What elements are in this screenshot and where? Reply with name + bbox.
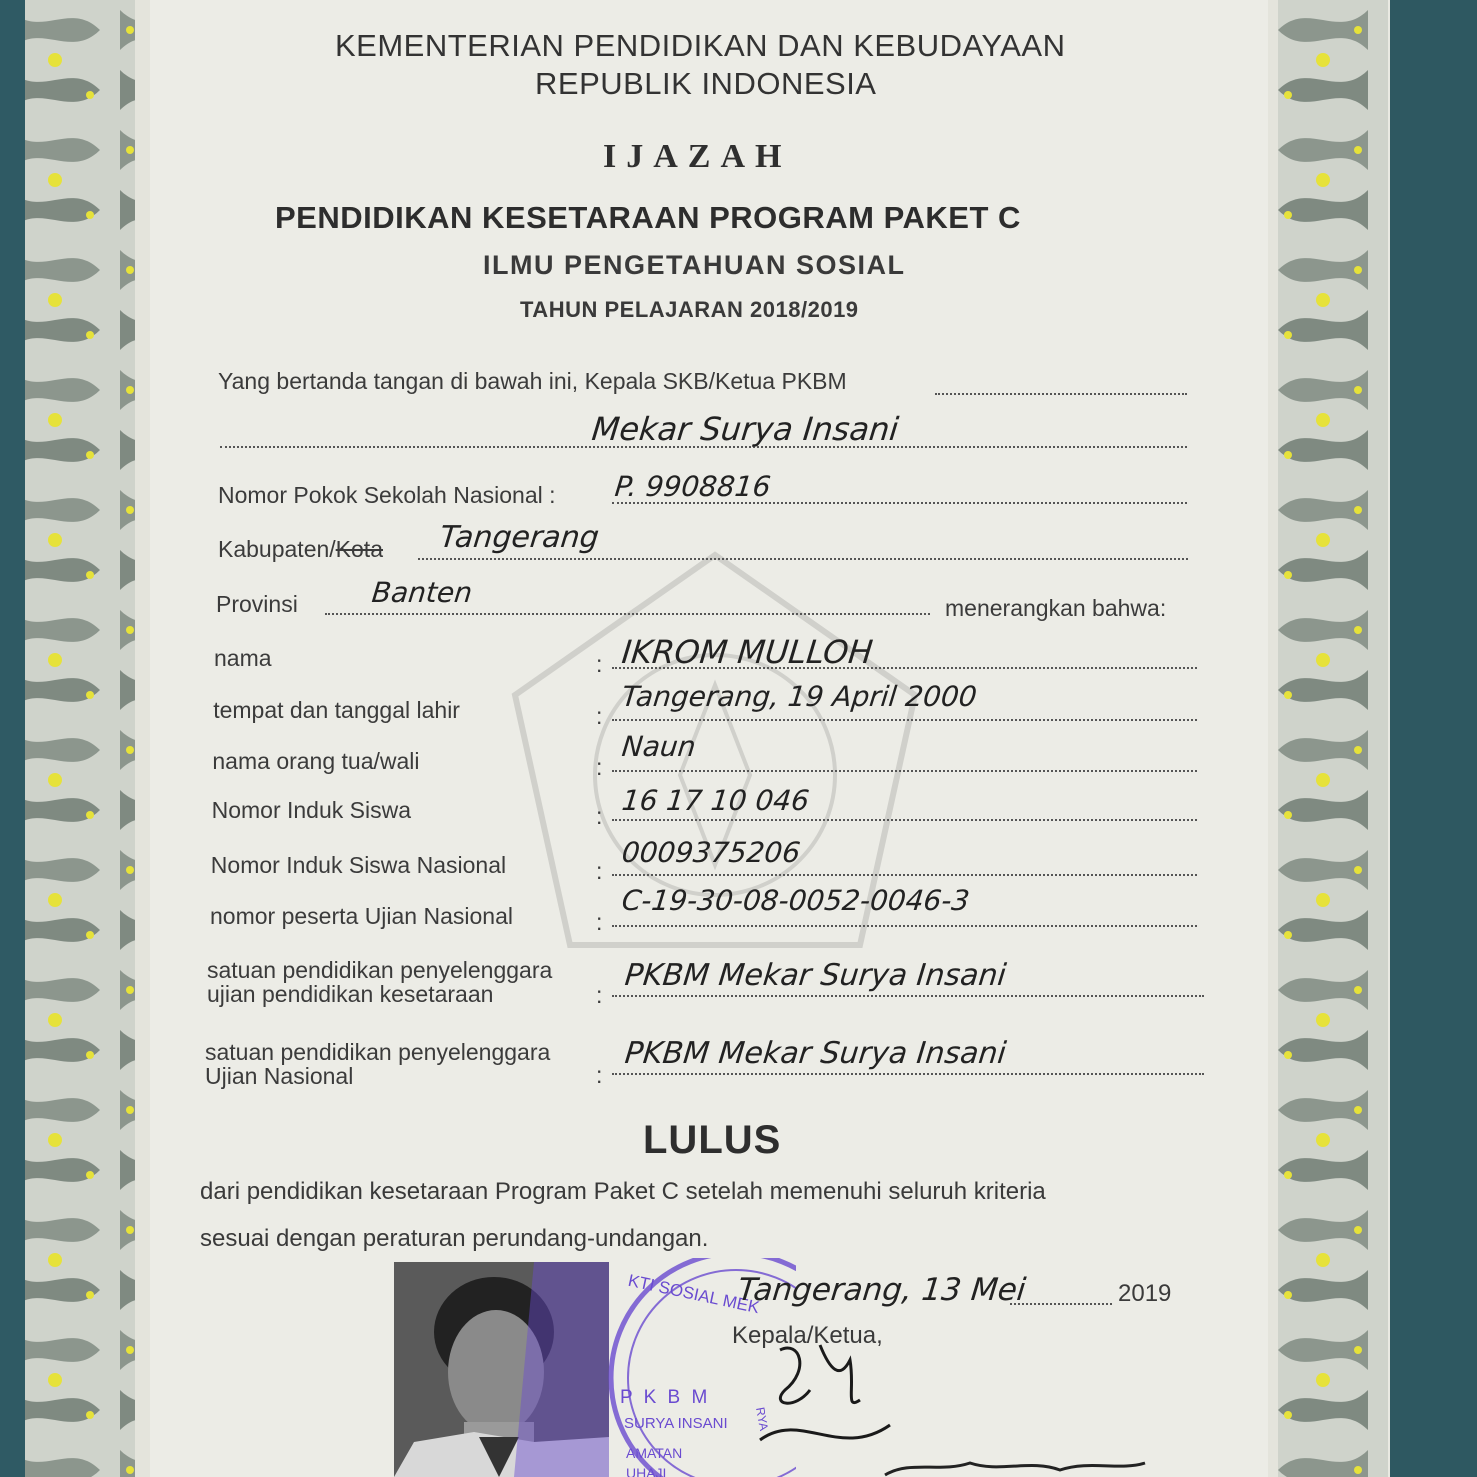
handwritten-signature [740,1330,900,1470]
field-value: Tangerang, 19 April 2000 [620,680,979,713]
kabupaten-label: Kabupaten/Kota [218,536,383,562]
provinsi-value: Banten [370,576,474,609]
right-ornament-border [1268,0,1408,1477]
signature-role: Kepala/Ketua, [732,1322,883,1349]
ministry-line2: REPUBLIK INDONESIA [535,66,877,101]
colon: : [596,803,603,829]
colon: : [596,754,603,780]
colon: : [596,1062,603,1088]
colon: : [596,982,603,1008]
stamp-sub1: AMATAN [626,1445,683,1461]
dotted-line [612,874,1197,876]
background-cloth [1390,0,1477,1477]
place-date: Tangerang, 13 Mei [736,1272,1028,1308]
field-value: 16 17 10 046 [620,784,811,817]
ministry-line1: KEMENTERIAN PENDIDIKAN DAN KEBUDAYAAN [335,28,1066,63]
dotted-line [418,558,1188,560]
stamp-org: P K B M [620,1387,711,1408]
stamp-sub2: UHAJI [626,1465,667,1477]
signature-year: 2019 [1118,1280,1172,1307]
program-title: PENDIDIKAN KESETARAAN PROGRAM PAKET C [275,200,1021,235]
result-line2: sesuai dengan peraturan perundang-undangan. [200,1225,709,1252]
dotted-line [1010,1303,1112,1305]
dotted-line [612,719,1197,721]
un-org-value: PKBM Mekar Surya Insani [623,1036,1008,1071]
dotted-line [612,995,1204,997]
academic-year: TAHUN PELAJARAN 2018/2019 [520,297,859,322]
field-label: Nomor Induk Siswa Nasional [210,852,507,878]
colon: : [596,858,603,884]
field-label: nomor peserta Ujian Nasional [210,903,513,929]
field-label: tempat dan tanggal lahir [213,697,460,723]
un-org-label: satuan pendidikan penyelenggara Ujian Nasional [205,1039,551,1089]
field-value: 0009375206 [620,836,802,869]
dotted-line [935,393,1187,395]
dotted-line [612,925,1197,927]
left-ornament-border [0,0,150,1477]
major-title: ILMU PENGETAHUAN SOSIAL [483,250,906,280]
colon: : [596,909,603,935]
signer-text: Yang bertanda tangan di bawah ini, Kepala SKB/Ketua PKBM [218,368,847,394]
dotted-line [612,1073,1204,1075]
student-photo [394,1262,609,1477]
kabupaten-value: Tangerang [438,520,601,555]
stamp-ring-text: KTI SOSIAL MEK [626,1270,762,1318]
npsn-label: Nomor Pokok Sekolah Nasional : [218,482,556,508]
result-status: LULUS [643,1118,782,1162]
field-value: C-19-30-08-0052-0046-3 [620,884,972,917]
stamp-ring-right: RYA [753,1406,771,1432]
dotted-line [612,770,1197,772]
colon: : [596,703,603,729]
colon: : [596,651,603,677]
states-text: menerangkan bahwa: [945,595,1167,621]
stamp-name: SURYA INSANI [624,1415,728,1432]
field-label: Nomor Induk Siswa [211,797,412,823]
exam-org-value: PKBM Mekar Surya Insani [623,958,1008,993]
field-value: IKROM MULLOH [620,633,875,671]
provinsi-label: Provinsi [216,591,298,617]
field-value: Naun [620,730,698,763]
field-label: nama [214,645,272,671]
document-title: IJAZAH [603,138,792,175]
dotted-line [612,819,1197,821]
npsn-value: P. 9908816 [613,470,773,503]
institution-name: Mekar Surya Insani [590,410,901,448]
field-label: nama orang tua/wali [212,748,420,774]
dotted-line [325,613,930,615]
exam-org-label: satuan pendidikan penyelenggara ujian pendidikan kesetaraan [207,957,553,1007]
signer-name-cropped [880,1455,1150,1477]
result-line1: dari pendidikan kesetaraan Program Paket C setelah memenuhi seluruh kriteria [200,1178,1046,1205]
